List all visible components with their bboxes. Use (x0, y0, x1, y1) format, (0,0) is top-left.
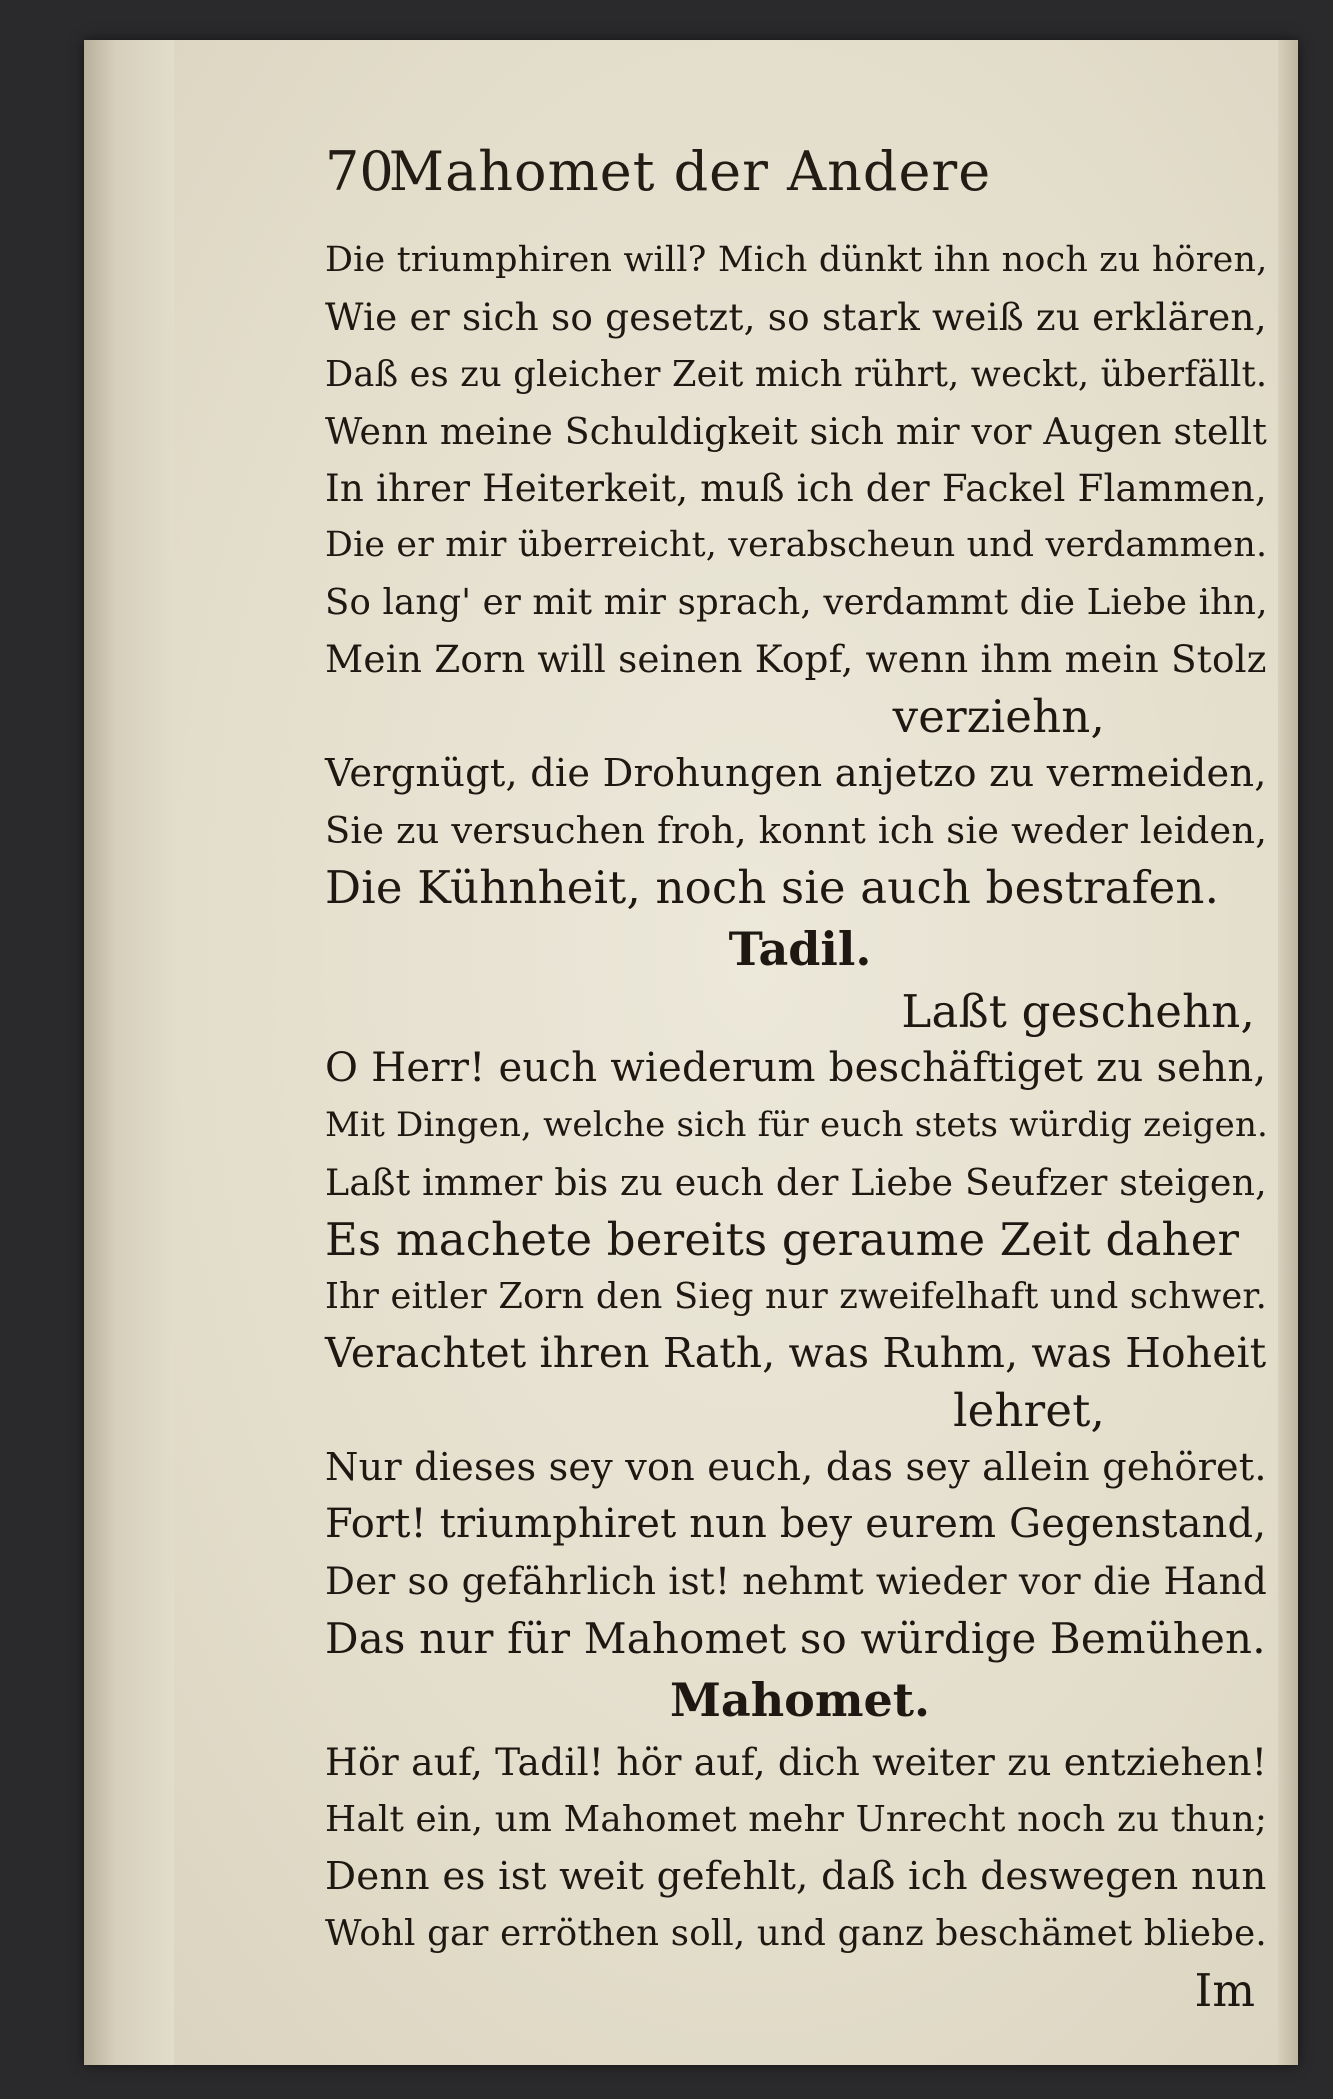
verse-line-continuation: lehret, (953, 1384, 1105, 1437)
verse-line-continuation: verziehn, (892, 690, 1105, 743)
verse-line: Wie er sich so gesetzt, so stark weiß zu erklären, (325, 295, 1267, 339)
verse-line-half: Laßt geschehn, (901, 985, 1255, 1038)
running-title: Mahomet der Andere (388, 140, 992, 203)
verse-line: Denn es ist weit gefehlt, daß ich deswegen nun (325, 1854, 1267, 1899)
verse-line: Die Kühnheit, noch sie auch bestrafen. (325, 861, 1220, 914)
page-number: 70 (325, 140, 394, 203)
verse-line: Ihr eitler Zorn den Sieg nur zweifelhaft und schwer. (325, 1276, 1268, 1317)
verse-line: Mein Zorn will seinen Kopf, wenn ihm mein Stolz (325, 637, 1267, 681)
verse-line: Die triumphiren will? Mich dünkt ihn noch zu hören, (325, 240, 1268, 280)
page-gutter (84, 40, 174, 2065)
verse-line: Daß es zu gleicher Zeit mich rührt, weckt, überfällt. (325, 354, 1268, 395)
verse-line: Fort! triumphiret nun bey eurem Gegenstand, (325, 1501, 1267, 1547)
verse-line: Hör auf, Tadil! hör auf, dich weiter zu entziehen! (325, 1740, 1268, 1784)
verse-line: Verachtet ihren Rath, was Ruhm, was Hoheit (325, 1329, 1267, 1377)
verse-text (325, 232, 1275, 2019)
verse-line: Nur dieses sey von euch, das sey allein gehöret. (325, 1445, 1267, 1489)
verse-line: Die er mir überreicht, verabscheun und verdammen. (325, 525, 1268, 565)
verse-line: Es machete bereits geraume Zeit daher (325, 1213, 1240, 1266)
catchword: Im (1194, 1964, 1255, 2017)
verse-line: Wenn meine Schuldigkeit sich mir vor Augen stellt (325, 410, 1268, 453)
verse-line: Sie zu versuchen froh, konnt ich sie weder leiden, (325, 809, 1268, 852)
page-header (325, 140, 1055, 220)
verse-line: In ihrer Heiterkeit, muß ich der Fackel Flammen, (325, 467, 1267, 510)
speaker-name: Tadil. (728, 922, 872, 976)
verse-line: Der so gefährlich ist! nehmt wieder vor die Hand (325, 1559, 1267, 1603)
verse-line: Mit Dingen, welche sich für euch stets würdig zeigen. (325, 1105, 1269, 1145)
verse-line: Wohl gar erröthen soll, und ganz beschämet bliebe. (325, 1913, 1267, 1954)
verse-line: Halt ein, um Mahomet mehr Unrecht noch zu thun; (325, 1799, 1268, 1840)
speaker-name: Mahomet. (669, 1673, 931, 1727)
verse-line: So lang' er mit mir sprach, verdammt die Liebe ihn, (325, 582, 1268, 623)
verse-line: Laßt immer bis zu euch der Liebe Seufzer steigen, (325, 1161, 1267, 1204)
verse-line: Vergnügt, die Drohungen anjetzo zu vermeiden, (325, 751, 1267, 796)
verse-line: O Herr! euch wiederum beschäftiget zu sehn, (325, 1045, 1267, 1091)
page-edge (1278, 40, 1298, 2065)
verse-line: Das nur für Mahomet so würdige Bemühen. (325, 1614, 1266, 1663)
